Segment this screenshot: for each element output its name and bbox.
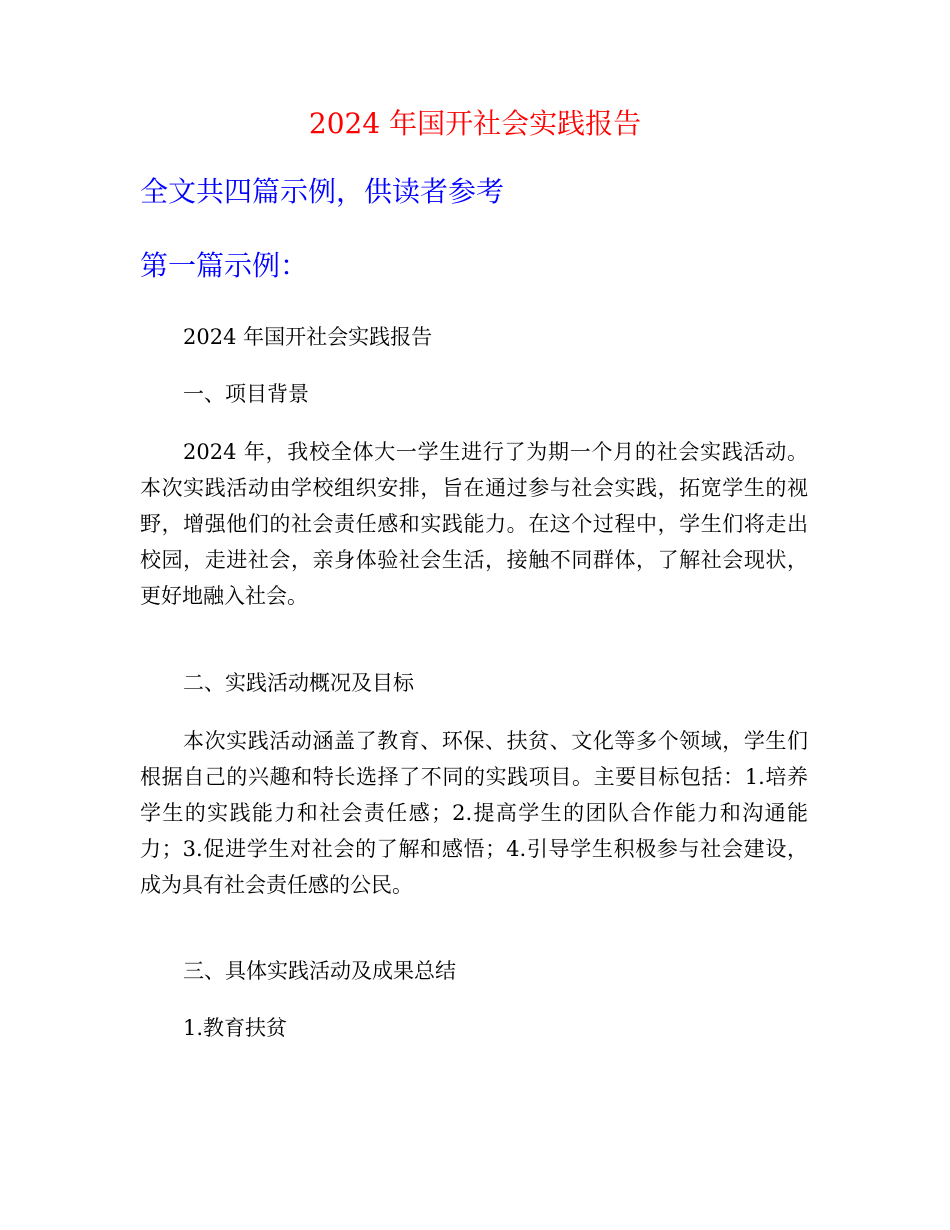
- section1-heading: 一、项目背景: [183, 382, 309, 406]
- report-title: 2024 年国开社会实践报告: [183, 325, 433, 349]
- section3-heading: 三、具体实践活动及成果总结: [183, 959, 456, 983]
- item1-heading: 1.教育扶贫: [183, 1016, 288, 1040]
- section1-paragraph: 2024 年，我校全体大一学生进行了为期一个月的社会实践活动。本次实践活动由学校组织安排，旨在通过参与社会实践，拓宽学生的视野，增强他们的社会责任感和实践能力。在这个过程中，学生们将走出校园，走进社会，亲身体验社会生活，接触不同群体，了解社会现状，更好地融入社会。: [140, 440, 808, 608]
- document-subtitle: 全文共四篇示例，供读者参考: [140, 175, 505, 208]
- example-heading: 第一篇示例：: [140, 249, 309, 282]
- section2-heading: 二、实践活动概况及目标: [183, 671, 414, 695]
- section2-paragraph: 本次实践活动涵盖了教育、环保、扶贫、文化等多个领域，学生们根据自己的兴趣和特长选择了不同的实践项目。主要目标包括：1.培养学生的实践能力和社会责任感；2.提高学生的团队合作能力和沟通能力；3.促进学生对社会的了解和感悟；4.引导学生积极参与社会建设，成为具有社会责任感的公民。: [140, 729, 808, 897]
- document-title: 2024 年国开社会实践报告: [308, 107, 642, 140]
